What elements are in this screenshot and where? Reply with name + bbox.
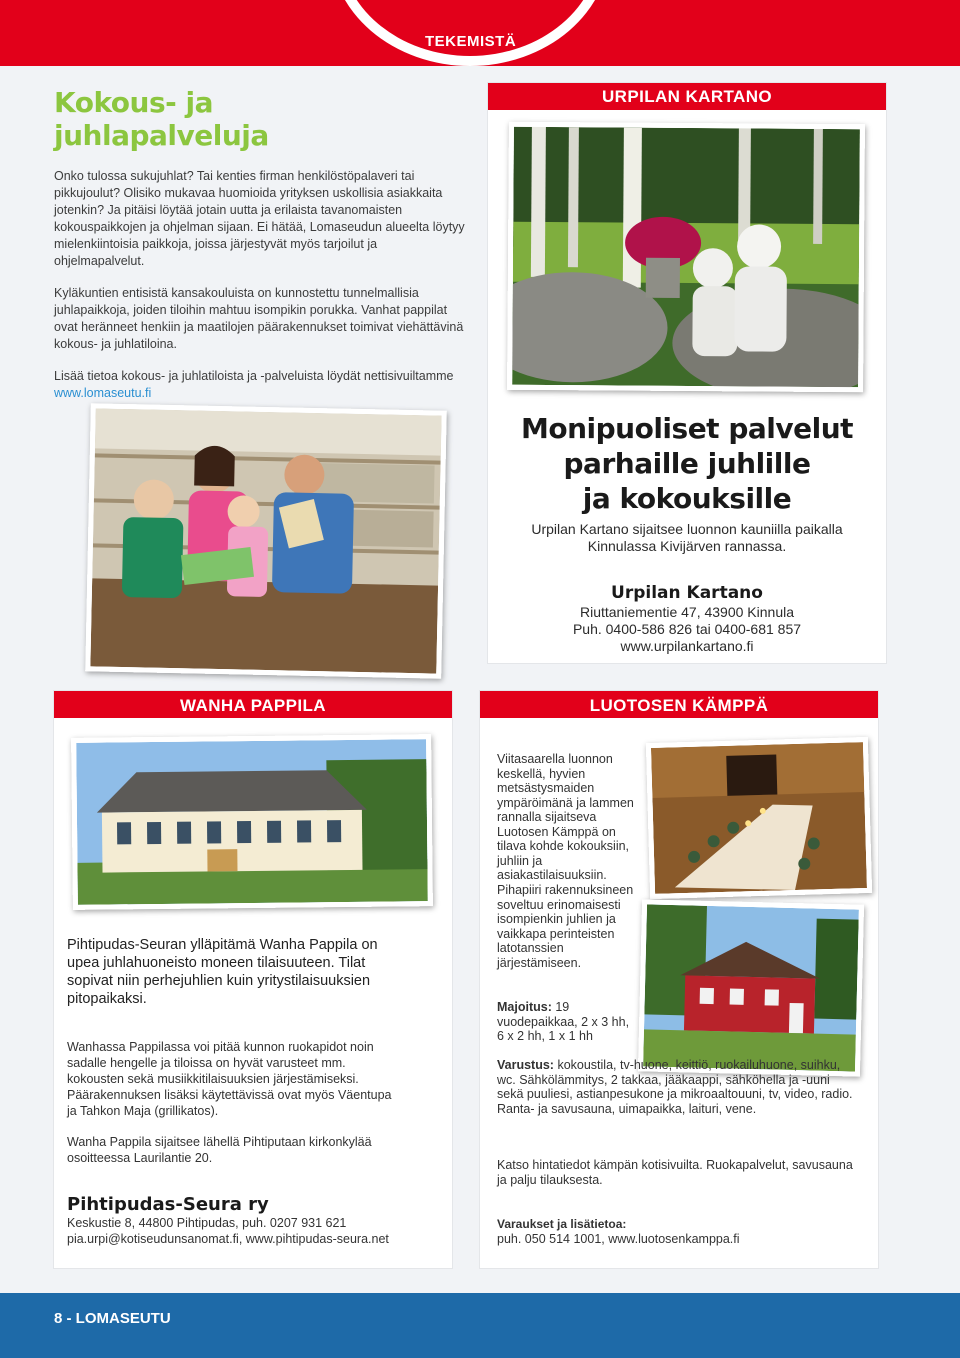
kamppa-paragraph-1: Viitasaarella luonnon keskellä, hyvien metsästysmaiden ympäröimänä ja lammen rannalla sijaitseva Luotosen Kämppä on tilava kohde kokouksiin, juhliin ja asiakastilaisuuksiin. (497, 752, 634, 882)
intro-paragraph-3-text: Lisää tietoa kokous- ja juhlatiloista ja -palveluista löydät nettisivuiltamme (54, 369, 454, 383)
kamppa-contact[interactable]: puh. 050 514 1001, www.luotosenkamppa.fi (497, 1232, 740, 1246)
pappila-paragraph-1: Wanhassa Pappilassa voi pitää kunnon ruokapidot noin sadalle hengelle ja tiloissa on hyvät varusteet mm. kokousten sekä musiikkitilaisuuksien järjestämiseksi. Päärakennuksen lisäksi käytettävissä ovat myös Väentupa ja Tahkon Maja (grillikatos). (67, 1040, 392, 1118)
pappila-org-name: Pihtipudas-Seura ry (67, 1194, 269, 1215)
pappila-paragraph-2: Wanha Pappila sijaitsee lähellä Pihtiputaan kirkonkylää osoitteessa Laurilantie 20. (67, 1135, 372, 1165)
garden-statues-image (512, 127, 860, 387)
urpila-address: Riuttaniementie 47, 43900 Kinnula (579, 604, 795, 620)
family-reading-photo (85, 403, 447, 678)
kamppa-red-cabin-image (643, 904, 859, 1071)
intro-paragraph-1: Onko tulossa sukujuhlat? Tai kenties firman henkilöstöpalaveri tai pikkujoulut? Olisiko mukavaa huomioida yrityksen uskollisia asiakkaita jotenkin? Ja pitäisi löytää jotain uutta ja erilaista tavanomaisten kokouspaikkojen ja ohjelman sijaan. Ei hätää, Lomaseudun alueelta löytyy mielenkiintoisia paikkoja, joissa järjestyvät myös tarjoilut ja ohjelmapalvelut. (54, 169, 465, 268)
pappila-building-image (76, 739, 428, 905)
urpila-headline (488, 411, 886, 516)
urpila-name: Urpilan Kartano (611, 583, 763, 603)
section-tag: TEKEMISTÄ (425, 33, 517, 50)
urpila-web[interactable]: www.urpilankartano.fi (620, 638, 754, 654)
kamppa-majoitus (497, 1000, 632, 1044)
page-number: 8 - LOMASEUTU (54, 1310, 171, 1327)
family-reading-image (90, 408, 441, 673)
urpila-headline-line-3: ja kokouksille (582, 482, 792, 515)
kamppa-interior-photo (646, 737, 872, 899)
urpila-contact (488, 582, 886, 655)
kamppa-paragraph-2: Pihapiiri rakennuksineen soveltuu erinomaisesti isompienkin juhlien ja vaikkapa perinteisten latotanssien järjestämiseen. (497, 883, 634, 970)
kamppa-varustus-text: kokoustila, tv-huone, keittiö, ruokailuhuone, suihku, wc. Sähkölämmitys, 2 takkaa, jääkaappi, sähköhella ja -uuni sekä puuliesi, astianpesukone ja mikroaaltouuni, tv, video, radio. Ranta- ja savusauna, uimapaikka, laituri, vene. (497, 1058, 853, 1116)
kamppa-varustus (497, 1058, 857, 1116)
intro-paragraph-3 (54, 368, 469, 402)
urpila-headline-line-1: Monipuoliset palvelut (520, 412, 854, 445)
lomaseutu-link[interactable]: www.lomaseutu.fi (54, 386, 152, 400)
kamppa-paragraph-3: Katso hintatiedot kämpän kotisivuilta. Ruokapalvelut, savusauna ja palju tilauksesta. (497, 1158, 853, 1187)
pappila-org-web[interactable]: pia.urpi@kotiseudunsanomat.fi, www.pihtipudas-seura.net (67, 1232, 389, 1246)
page-title: Kokous- ja juhlapalveluja (54, 86, 269, 152)
pappila-lead: Pihtipudas-Seuran ylläpitämä Wanha Pappila on upea juhlahuoneisto moneen tilaisuuteen. Tilat sopivat niin perhejuhlien kuin yritystilaisuuksien pitopaikaksi. (67, 937, 378, 1007)
urpila-garden-photo (507, 122, 865, 392)
kamppa-majoitus-label: Majoitus: (497, 1000, 552, 1014)
urpila-header: URPILAN KARTANO (488, 83, 886, 110)
intro-text (54, 168, 469, 402)
pappila-header: WANHA PAPPILA (54, 691, 452, 718)
urpila-headline-line-2: parhaille juhlille (563, 447, 811, 480)
kamppa-exterior-photo (638, 899, 864, 1076)
pappila-building-photo (71, 734, 433, 910)
kamppa-contact-label: Varaukset ja lisätietoa: (497, 1217, 627, 1231)
pappila-org-address: Keskustie 8, 44800 Pihtipudas, puh. 0207 931 621 (67, 1216, 347, 1230)
kamppa-header: LUOTOSEN KÄMPPÄ (480, 691, 878, 718)
kamppa-varustus-label: Varustus: (497, 1058, 554, 1072)
urpila-phone: Puh. 0400-586 826 tai 0400-681 857 (572, 621, 802, 637)
urpila-description: Urpilan Kartano sijaitsee luonnon kauniilla paikalla Kinnulassa Kivijärven rannassa. (531, 521, 843, 554)
kamppa-majoitus-text: 19 vuodepaikkaa, 2 x 3 hh, 6 x 2 hh, 1 x 1 hh (497, 1000, 630, 1043)
intro-paragraph-2: Kyläkuntien entisistä kansakouluista on kunnostettu tunnelmallisia juhlapaikkoja, joiden tiloihin mahtuu isompikin porukka. Vanhat pappilat ovat heränneet henkiin ja maatilojen päärakennukset toimivat viehättävinä kokous- ja juhlatiloina. (54, 286, 464, 351)
kamppa-dining-image (651, 742, 867, 894)
